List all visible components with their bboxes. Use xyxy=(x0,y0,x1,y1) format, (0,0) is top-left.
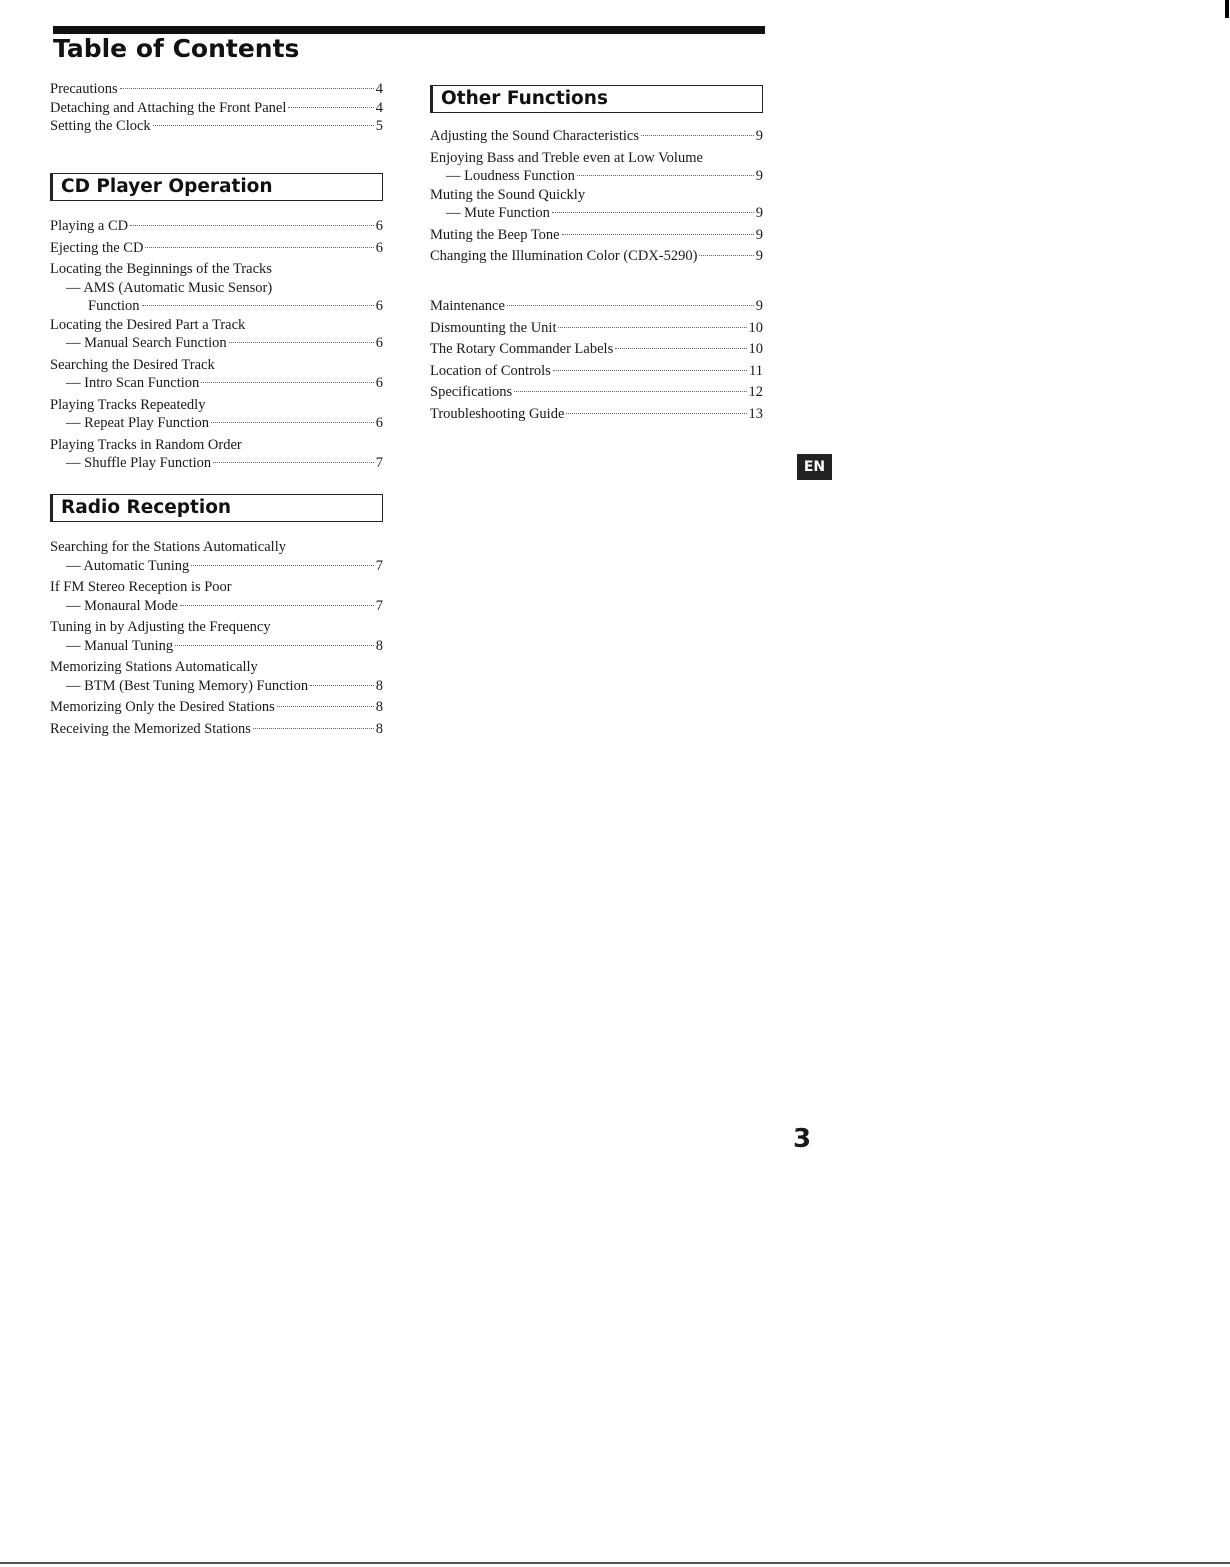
toc-entry-front-panel[interactable]: Detaching and Attaching the Front Panel 4 xyxy=(50,99,383,116)
scan-edge-mark xyxy=(1225,0,1229,18)
toc-entry[interactable]: — Shuffle Play Function 7 xyxy=(66,455,383,471)
toc-entry[interactable]: Muting the Beep Tone 9 xyxy=(430,226,763,243)
toc-entry-clock[interactable]: Setting the Clock 5 xyxy=(50,118,383,134)
section-radio xyxy=(50,494,383,738)
section-heading-other: Other Functions xyxy=(430,85,763,113)
toc-entry-heading: Searching for the Stations Automatically xyxy=(50,539,286,555)
toc-entry[interactable]: — Manual Tuning 8 xyxy=(66,637,383,654)
toc-entry-heading: Tuning in by Adjusting the Frequency xyxy=(50,619,271,635)
page-title: Table of Contents xyxy=(53,34,300,63)
toc-entry[interactable]: — Intro Scan Function 6 xyxy=(66,375,383,391)
toc-entry[interactable]: — Mute Function 9 xyxy=(446,205,763,221)
toc-entry[interactable]: Receiving the Memorized Stations 8 xyxy=(50,720,383,737)
toc-entry-maintenance[interactable]: Maintenance 9 xyxy=(430,298,763,314)
toc-entry-heading: Playing Tracks Repeatedly xyxy=(50,396,206,413)
section-heading-radio: Radio Reception xyxy=(50,494,383,522)
footer-rule xyxy=(0,1562,1230,1564)
toc-entry-heading: — AMS (Automatic Music Sensor) xyxy=(66,279,273,296)
toc-entry[interactable]: Adjusting the Sound Characteristics 9 xyxy=(430,128,763,144)
toc-entry[interactable]: — BTM (Best Tuning Memory) Function 8 xyxy=(66,677,383,694)
header-rule xyxy=(53,26,765,34)
toc-entry[interactable]: Memorizing Only the Desired Stations 8 xyxy=(50,699,383,715)
section-other xyxy=(430,85,763,266)
toc-entry-heading: Locating the Beginnings of the Tracks xyxy=(50,261,272,277)
toc-intro xyxy=(50,80,383,136)
toc-entry-labels[interactable]: The Rotary Commander Labels 10 xyxy=(430,341,763,357)
toc-entry-heading: If FM Stereo Reception is Poor xyxy=(50,579,232,595)
toc-entry[interactable]: Changing the Illumination Color (CDX-5290) 9 xyxy=(430,248,763,264)
section-heading-cd: CD Player Operation xyxy=(50,173,383,201)
toc-entry-controls[interactable]: Location of Controls 11 xyxy=(430,362,763,379)
toc-entry-precautions[interactable]: Precautions 4 xyxy=(50,81,383,97)
toc-entry[interactable]: — Manual Search Function 6 xyxy=(66,335,383,351)
toc-entry[interactable]: Function 6 xyxy=(88,298,383,314)
toc-entry-heading: Playing Tracks in Random Order xyxy=(50,436,242,453)
toc-entry-dismounting[interactable]: Dismounting the Unit 10 xyxy=(430,319,763,336)
toc-entry-heading: Enjoying Bass and Treble even at Low Volume xyxy=(430,149,703,166)
toc-entry-heading: Searching the Desired Track xyxy=(50,356,215,373)
section-cd xyxy=(50,173,383,473)
toc-entry-troubleshooting[interactable]: Troubleshooting Guide 13 xyxy=(430,405,763,422)
toc-entry[interactable]: Ejecting the CD 6 xyxy=(50,239,383,256)
toc-entry-heading: Memorizing Stations Automatically xyxy=(50,659,258,675)
toc-entry[interactable]: — Automatic Tuning 7 xyxy=(66,557,383,574)
toc-entry-specifications[interactable]: Specifications 12 xyxy=(430,384,763,400)
toc-entry-heading: Locating the Desired Part a Track xyxy=(50,316,246,333)
toc-entry[interactable]: — Loudness Function 9 xyxy=(446,168,763,184)
toc-entry-heading: Muting the Sound Quickly xyxy=(430,186,586,203)
toc-entry[interactable]: — Repeat Play Function 6 xyxy=(66,415,383,431)
page-number: 3 xyxy=(793,1124,812,1154)
toc-entry[interactable]: Playing a CD 6 xyxy=(50,218,383,234)
toc-misc xyxy=(430,297,763,423)
language-tab: EN xyxy=(797,454,832,480)
toc-entry[interactable]: — Monaural Mode 7 xyxy=(66,597,383,614)
